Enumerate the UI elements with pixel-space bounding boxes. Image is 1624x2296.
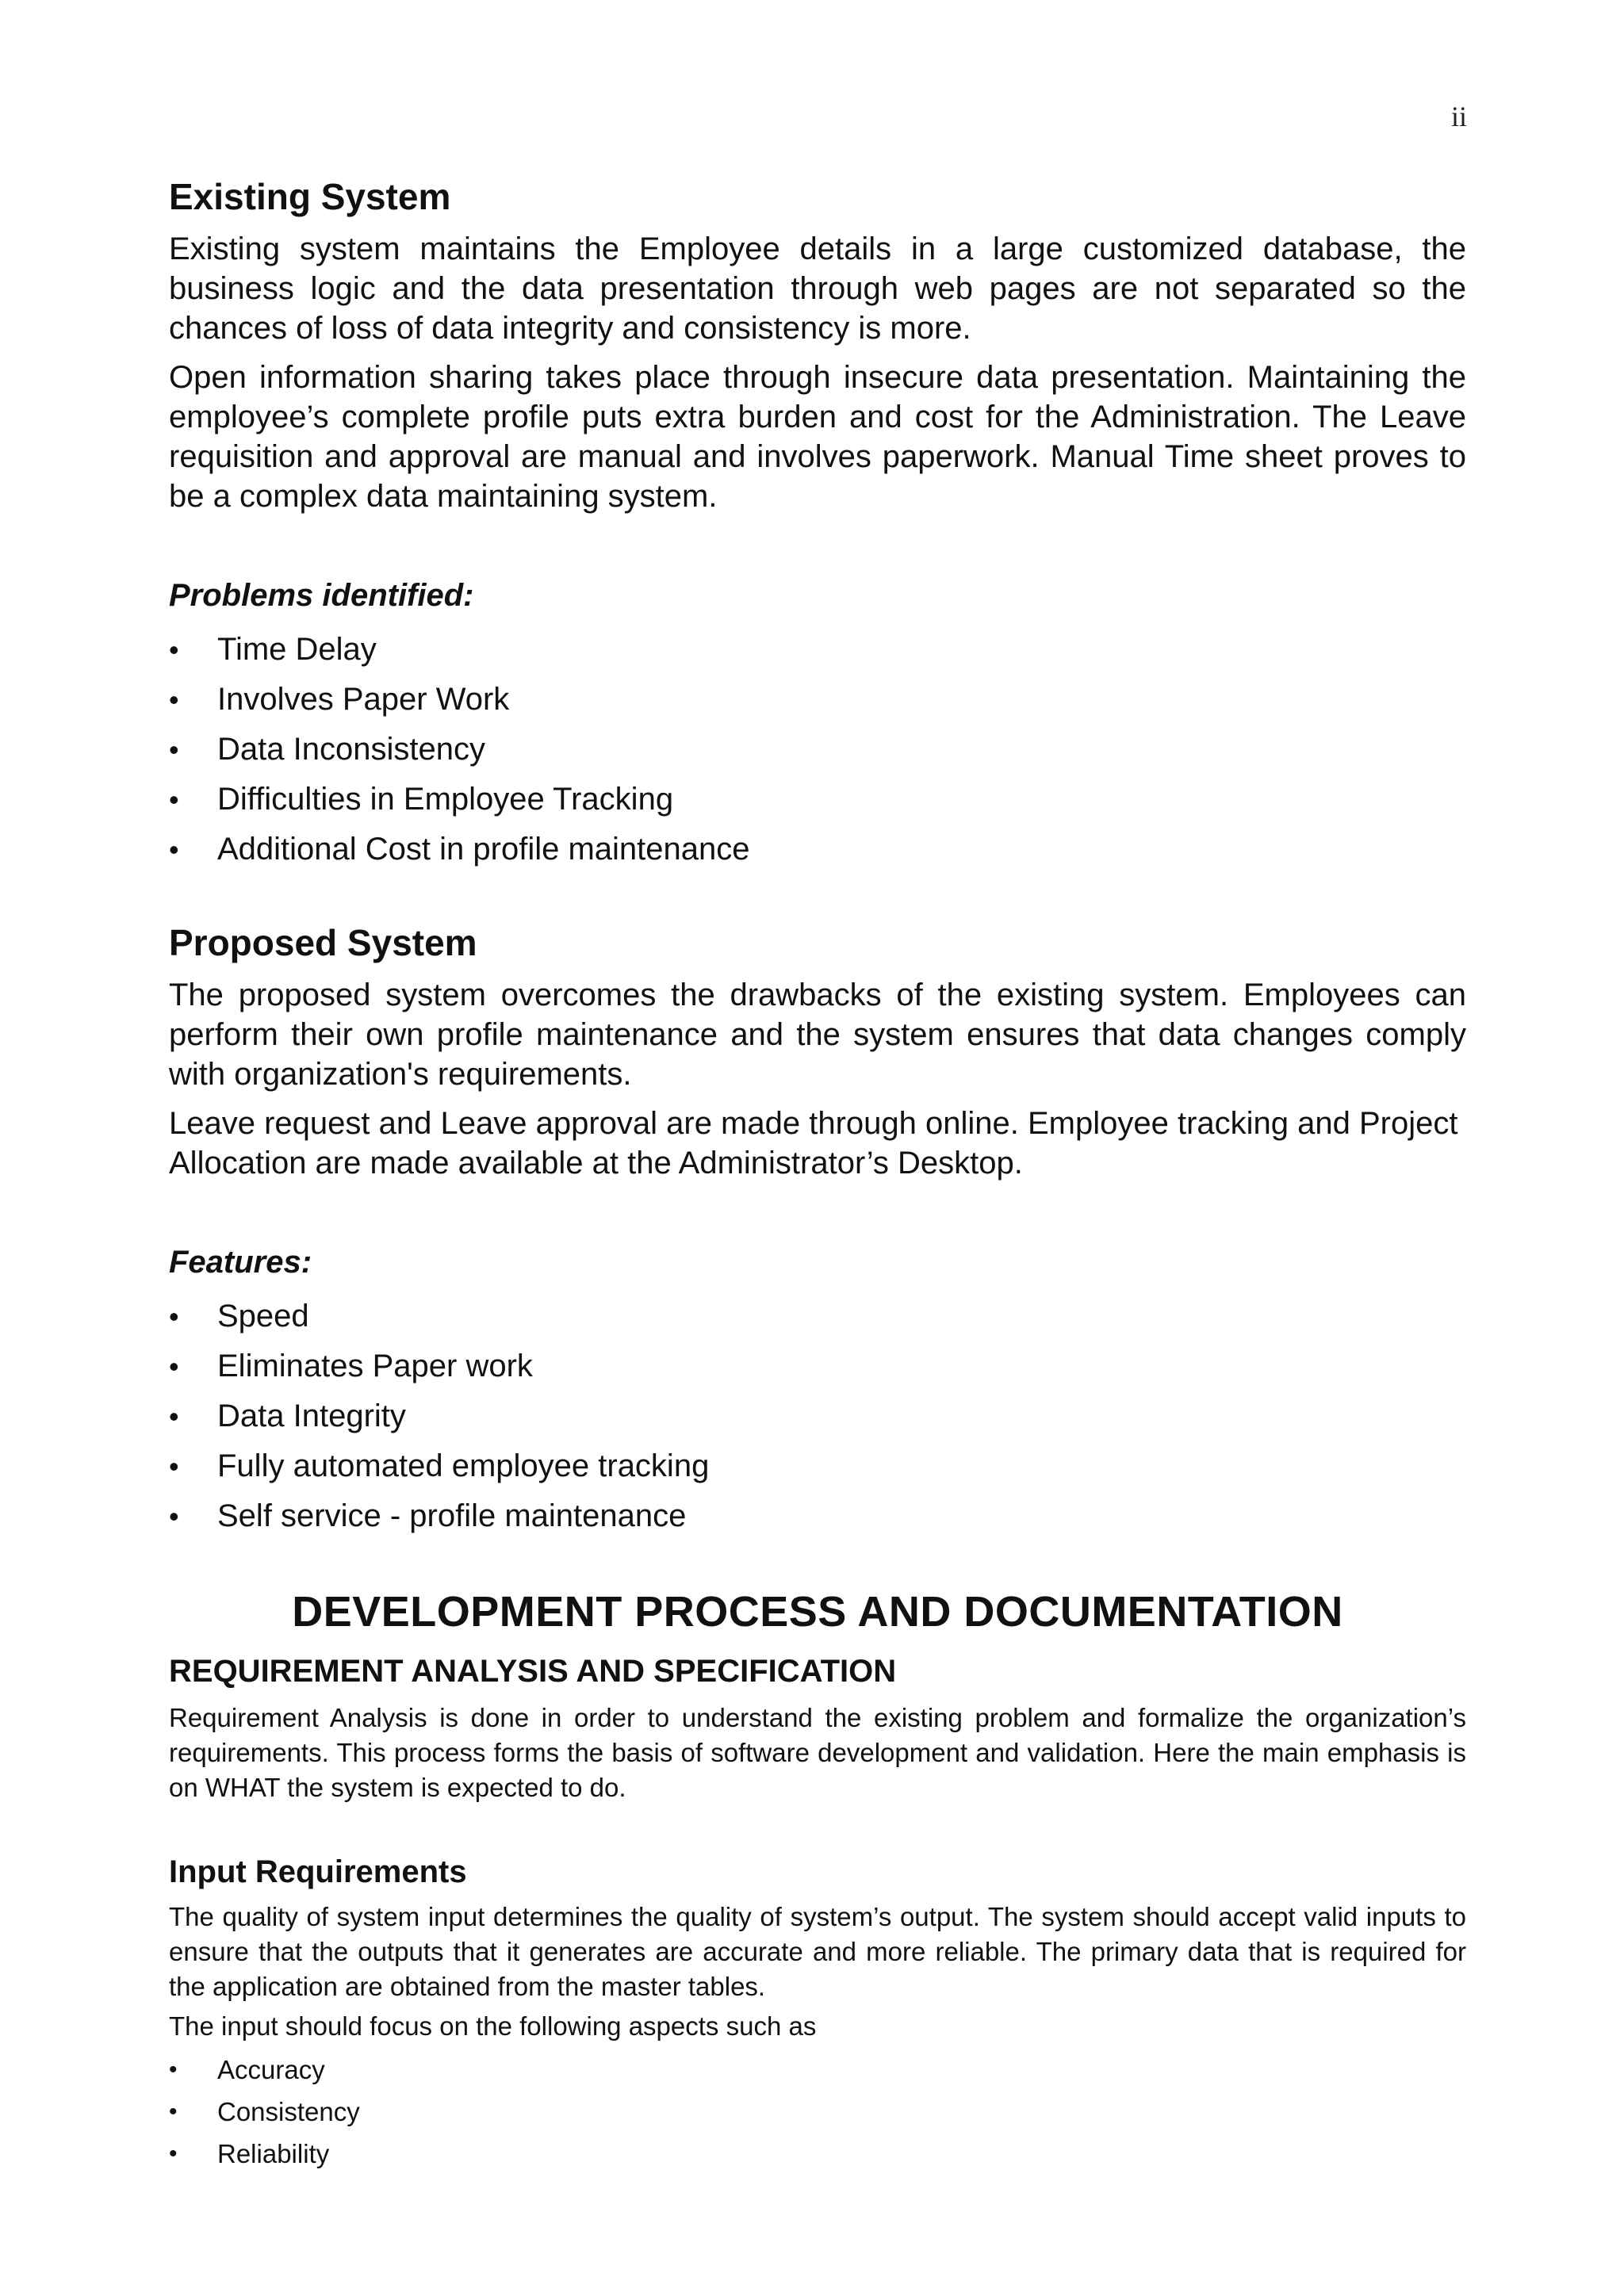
bullet-icon: • [169,1449,179,1483]
features-section [169,1245,1466,1541]
existing-system-section [169,176,1466,516]
list-item-text: Eliminates Paper work [217,1348,533,1383]
bullet-icon: • [169,1349,179,1383]
list-item [169,725,1466,775]
list-item-text: Data Integrity [217,1398,406,1433]
features-heading: Features: [169,1244,312,1280]
input-requirements-heading: Input Requirements [169,1854,467,1889]
list-item-text: Involves Paper Work [217,681,510,717]
list-item [169,1491,1466,1541]
list-item-text: Consistency [217,2096,360,2126]
problems-heading: Problems identified: [169,577,474,613]
proposed-system-section [169,922,1466,1183]
page-number: ii [1450,101,1467,132]
bullet-icon: • [169,2098,178,2125]
list-item [169,825,1466,874]
existing-system-paragraph-1: Existing system maintains the Employee details in a large customized database, the business logic and the data presentation through web pages are not separated so the chances of loss of data integrity and consistency is more. [169,231,1466,346]
development-section [169,1587,1466,1805]
bullet-icon: • [169,832,179,866]
requirement-analysis-paragraph: Requirement Analysis is done in order to understand the existing problem and formalize the organization’s requirements. This process forms the basis of software development and validation. Here the main emphasis is on WHAT the system is expected to do. [169,1702,1466,1802]
proposed-system-paragraph-2: Leave request and Leave approval are made through online. Employee tracking and Project Allocation are made available at the Administrator’s Desktop. [169,1105,1458,1181]
existing-system-heading: Existing System [169,176,451,217]
bullet-icon: • [169,2140,178,2167]
list-item [169,2049,1466,2091]
list-item [169,775,1466,825]
bullet-icon: • [169,683,179,716]
list-item-text: Speed [217,1298,309,1334]
problems-list [169,625,1466,874]
input-aspects-list [169,2049,1466,2175]
bullet-icon: • [169,1499,179,1533]
bullet-icon: • [169,783,179,816]
page-content [169,176,1466,2175]
list-item [169,2091,1466,2133]
bullet-icon: • [169,1399,179,1433]
section-spacer [169,874,1466,922]
proposed-system-heading: Proposed System [169,921,477,963]
proposed-system-paragraph-1: The proposed system overcomes the drawbacks of the existing system. Employees can perform their own profile maintenance and the system ensures that data changes comply with organization's requirements. [169,977,1466,1092]
input-requirements-paragraph-2: The input should focus on the following aspects such as [169,2011,817,2041]
bullet-icon: • [169,733,179,766]
problems-section [169,578,1466,874]
list-item [169,1292,1466,1341]
list-item [169,1441,1466,1491]
list-item [169,625,1466,675]
list-item-text: Data Inconsistency [217,731,485,767]
list-item-text: Fully automated employee tracking [217,1448,710,1483]
input-requirements-paragraph-1: The quality of system input determines the quality of system’s output. The system should accept valid inputs to ensure that the outputs that it generates are accurate and more reliable. The primary data that is required for the application are obtained from the master tables. [169,1901,1466,2001]
bullet-icon: • [169,633,179,666]
list-item-text: Reliability [217,2138,330,2168]
requirement-analysis-heading: REQUIREMENT ANALYSIS AND SPECIFICATION [169,1653,897,1689]
existing-system-paragraph-2: Open information sharing takes place through insecure data presentation. Maintaining the employee’s complete profile puts extra burden and cost for the Administration. The Leave requisition and approval are manual and involves paperwork. Manual Time sheet proves to be a complex data maintaining system. [169,359,1466,514]
list-item-text: Self service - profile maintenance [217,1498,687,1533]
bullet-icon: • [169,1299,179,1333]
list-item [169,2133,1466,2175]
list-item-text: Difficulties in Employee Tracking [217,781,674,817]
list-item [169,675,1466,725]
input-requirements-section [169,1854,1466,2175]
bullet-icon: • [169,2056,178,2083]
list-item-text: Accuracy [217,2054,325,2084]
list-item-text: Additional Cost in profile maintenance [217,831,750,867]
list-item [169,1391,1466,1441]
features-list [169,1292,1466,1541]
list-item-text: Time Delay [217,631,377,667]
list-item [169,1341,1466,1391]
development-heading: DEVELOPMENT PROCESS AND DOCUMENTATION [292,1587,1343,1636]
